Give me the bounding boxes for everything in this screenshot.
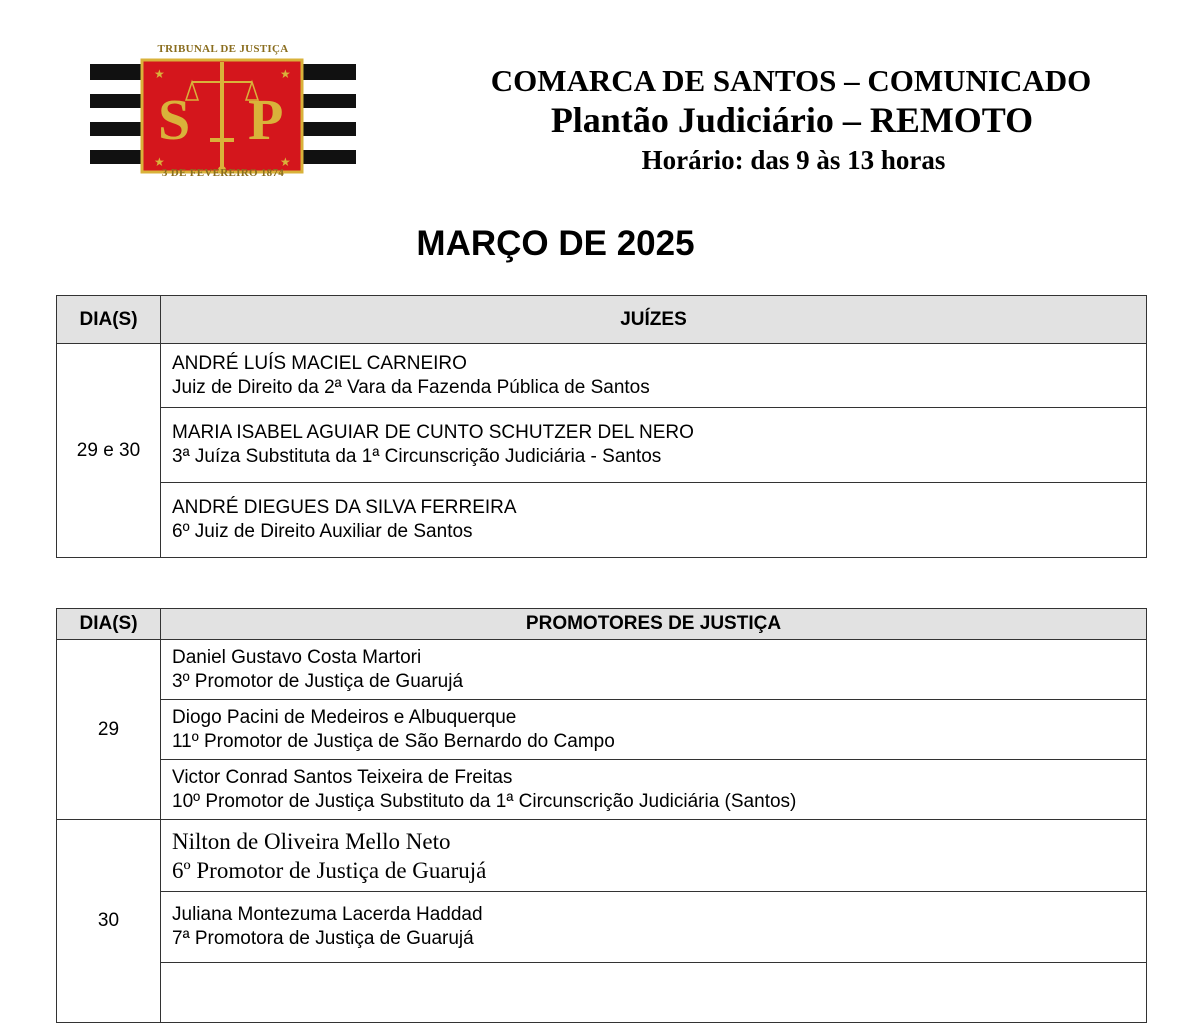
table-row [57,760,1147,820]
prosecutors-col-day: DIA(S) [57,609,161,640]
table-row [57,408,1147,483]
judge-name: ANDRÉ LUÍS MACIEL CARNEIRO [172,352,467,374]
prosecutor-entry [161,892,1147,963]
judges-col-day: DIA(S) [57,296,161,344]
prosecutor-role: 7ª Promotora de Justiça de Guarujá [172,928,474,949]
prosecutors-day-cell: 30 [57,820,161,1023]
logo-letter-p: P [248,87,284,152]
prosecutor-name: Nilton de Oliveira Mello Neto [172,828,451,854]
judges-col-main: JUÍZES [161,296,1147,344]
judges-day-cell: 29 e 30 [57,344,161,558]
judge-role: 3ª Juíza Substituta da 1ª Circunscrição Judiciária - Santos [172,446,662,467]
judges-table [56,295,1147,558]
month-title: MARÇO DE 2025 [416,224,695,263]
prosecutor-role: 10º Promotor de Justiça Substituto da 1ª Circunscrição Judiciária (Santos) [172,790,797,812]
prosecutor-role: 11º Promotor de Justiça de São Bernardo do Campo [172,730,615,752]
table-row [57,892,1147,963]
prosecutor-entry [161,640,1147,700]
logo-letter-s: S [158,87,191,152]
logo-caption-bottom: 3 DE FEVEREIRO 1874 [161,167,285,179]
tjsp-emblem [88,42,358,182]
svg-text:★: ★ [154,67,165,81]
prosecutor-role: 3º Promotor de Justiça de Guarujá [172,670,464,692]
logo-caption-top: TRIBUNAL DE JUSTIÇA [157,43,289,55]
judges-header-row [57,296,1147,344]
judge-name: ANDRÉ DIEGUES DA SILVA FERREIRA [172,497,517,518]
document-header [400,62,1142,180]
judge-role: 6º Juiz de Direito Auxiliar de Santos [172,521,473,542]
prosecutors-col-main: PROMOTORES DE JUSTIÇA [161,609,1147,640]
prosecutor-entry-cut-off [161,963,1147,1023]
table-row [57,700,1147,760]
table-row [57,344,1147,408]
table-row [57,483,1147,558]
prosecutor-name: Diogo Pacini de Medeiros e Albuquerque [172,706,517,728]
prosecutors-table [56,608,1147,1023]
judge-entry [161,483,1147,558]
prosecutor-name: Juliana Montezuma Lacerda Haddad [172,904,483,925]
judge-entry [161,344,1147,408]
table-row [57,820,1147,892]
prosecutor-entry [161,700,1147,760]
prosecutors-day-cell: 29 [57,640,161,820]
prosecutor-entry [161,760,1147,820]
header-horario: Horário: das 9 às 13 horas [641,145,946,175]
table-row [57,640,1147,700]
svg-text:★: ★ [280,155,291,169]
header-plantao: Plantão Judiciário – REMOTO [550,100,1034,140]
judge-name: MARIA ISABEL AGUIAR DE CUNTO SCHUTZER DEL NERO [172,422,694,443]
judge-role: Juiz de Direito da 2ª Vara da Fazenda Pública de Santos [172,376,650,398]
table-row [57,963,1147,1023]
tjsp-logo [88,42,358,182]
svg-text:★: ★ [280,67,291,81]
prosecutor-name: Daniel Gustavo Costa Martori [172,646,422,668]
prosecutor-role: 6º Promotor de Justiça de Guarujá [172,857,487,883]
header-comarca: COMARCA DE SANTOS – COMUNICADO [490,63,1092,98]
prosecutor-name: Victor Conrad Santos Teixeira de Freitas [172,766,513,788]
prosecutors-header-row [57,609,1147,640]
svg-text:★: ★ [154,155,165,169]
prosecutor-entry [161,820,1147,892]
judge-entry [161,408,1147,483]
